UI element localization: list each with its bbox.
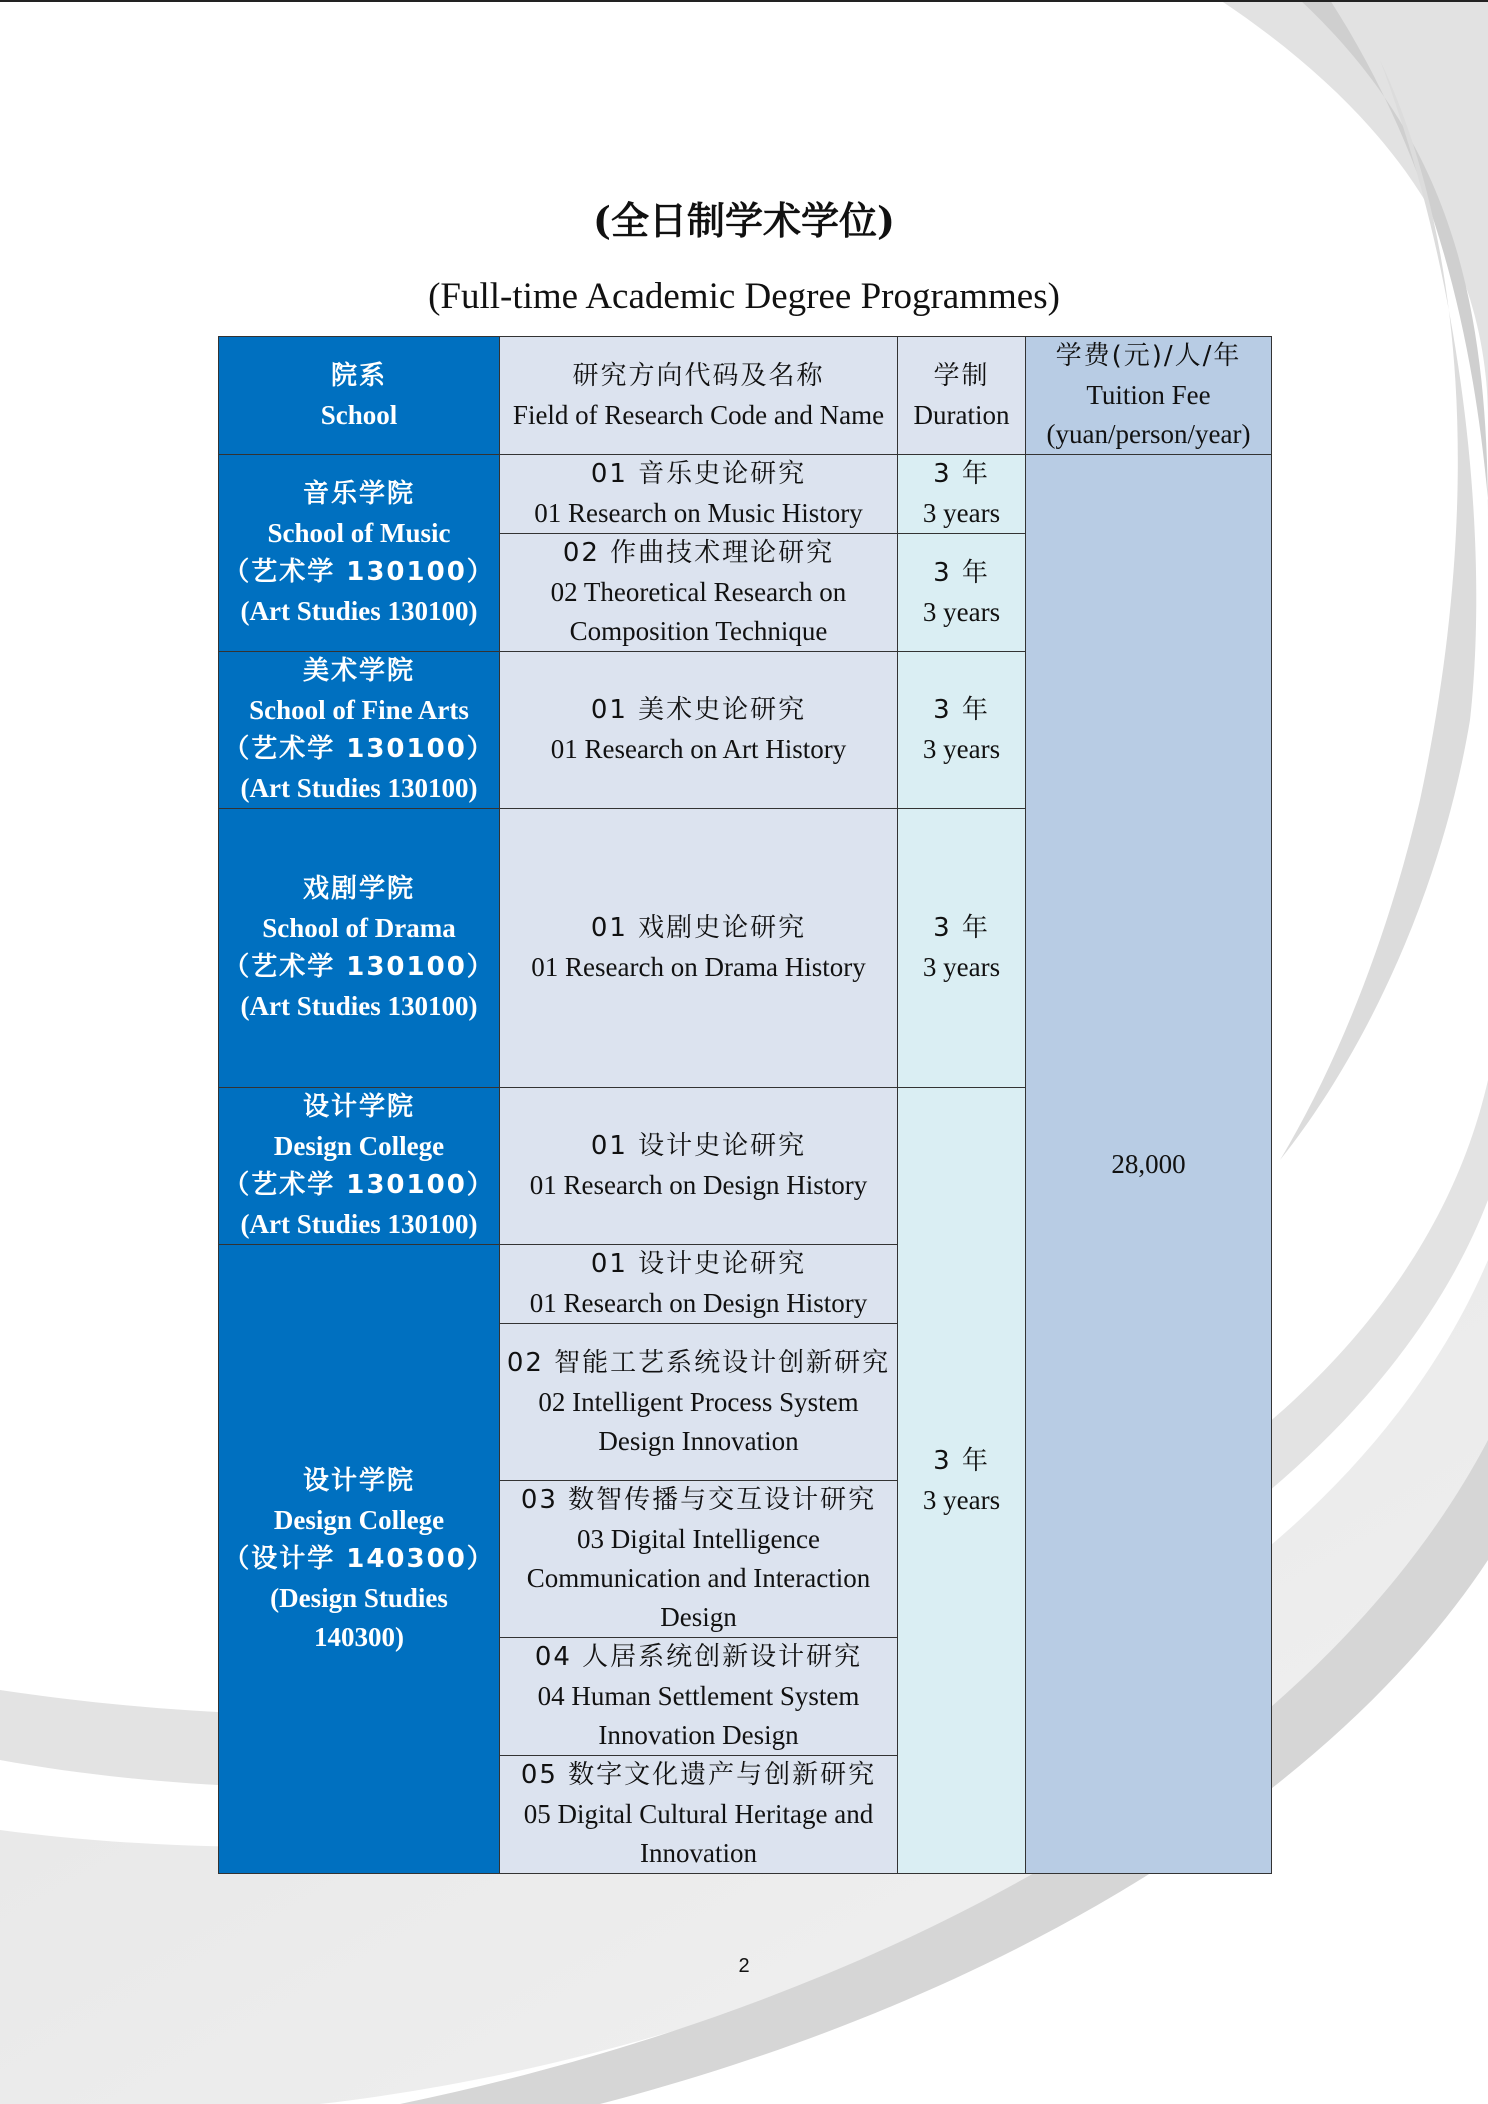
school-name-cn: 设计学院 <box>302 1465 415 1496</box>
field-name-en: 03 Digital Intelligence Communication and Interaction Design <box>526 1524 871 1632</box>
duration-en: 3 years <box>922 1484 1001 1515</box>
school-code-en-2: 140300) <box>314 1621 404 1652</box>
field-name-cn: 01 戏剧史论研究 <box>590 913 807 943</box>
school-cell-fine-arts <box>219 652 500 809</box>
header-school-en: School <box>320 399 398 430</box>
header-school <box>219 337 500 455</box>
header-fee-en-1: Tuition Fee <box>1086 380 1211 410</box>
field-cell <box>500 809 898 1088</box>
field-name-en: 05 Digital Cultural Heritage and Innovation <box>523 1799 874 1868</box>
duration-cn: 3 年 <box>933 557 990 588</box>
page-number: 2 <box>738 1955 750 1977</box>
field-name-en: 01 Research on Design History <box>529 1170 868 1200</box>
school-code-cn: （艺术学 130100） <box>223 734 495 764</box>
header-duration <box>898 337 1026 455</box>
duration-cell <box>898 534 1026 652</box>
school-code-en: (Art Studies 130100) <box>240 1209 478 1239</box>
duration-cell <box>898 455 1026 534</box>
field-name-en: 01 Research on Design History <box>529 1288 868 1318</box>
duration-cell <box>898 809 1026 1088</box>
field-name-cn: 04 人居系统创新设计研究 <box>534 1642 863 1672</box>
header-fee <box>1026 337 1272 455</box>
title-english: (Full-time Academic Degree Programmes) <box>428 276 1060 317</box>
school-cell-design-studies <box>219 1245 500 1874</box>
school-name-cn: 戏剧学院 <box>302 874 415 904</box>
header-duration-cn: 学制 <box>933 360 990 391</box>
duration-cell <box>898 1088 1026 1874</box>
field-name-en: 01 Research on Drama History <box>531 952 866 982</box>
school-cell-music <box>219 455 500 652</box>
duration-cn: 3 年 <box>933 913 990 943</box>
header-field <box>500 337 898 455</box>
field-name-en: 01 Research on Art History <box>550 734 847 764</box>
table-row <box>219 455 1272 534</box>
field-name-cn: 02 智能工艺系统设计创新研究 <box>506 1347 891 1378</box>
school-code-en: (Art Studies 130100) <box>240 596 478 626</box>
field-name-cn: 01 音乐史论研究 <box>590 459 807 489</box>
duration-cell <box>898 652 1026 809</box>
school-name-cn: 设计学院 <box>302 1092 415 1122</box>
table-header-row <box>219 337 1272 455</box>
duration-en: 3 years <box>922 734 1001 764</box>
field-name-cn: 01 设计史论研究 <box>590 1131 807 1161</box>
school-cell-design-art <box>219 1088 500 1245</box>
field-cell <box>500 1481 898 1638</box>
school-code-cn: （艺术学 130100） <box>223 557 495 587</box>
school-name-en: Design College <box>273 1131 445 1161</box>
field-cell <box>500 1324 898 1481</box>
duration-cn: 3 年 <box>933 1445 990 1476</box>
field-cell <box>500 1088 898 1245</box>
school-code-cn: （艺术学 130100） <box>223 1170 495 1200</box>
field-name-en: 01 Research on Music History <box>534 498 863 528</box>
school-name-en: School of Drama <box>262 913 456 943</box>
school-name-cn: 美术学院 <box>302 656 415 686</box>
field-cell <box>500 455 898 534</box>
school-code-en: (Design Studies <box>270 1582 448 1613</box>
field-name-cn: 03 数智传播与交互设计研究 <box>520 1485 877 1515</box>
school-code-en: (Art Studies 130100) <box>240 991 478 1021</box>
school-code-cn: （设计学 140300） <box>223 1543 495 1574</box>
duration-en: 3 years <box>922 596 1001 627</box>
programme-table <box>218 336 1272 1874</box>
header-field-cn: 研究方向代码及名称 <box>572 360 825 391</box>
field-cell <box>500 1638 898 1756</box>
duration-cn: 3 年 <box>933 459 990 489</box>
top-border-line <box>0 0 1488 2</box>
field-cell <box>500 1756 898 1874</box>
field-name-cn: 05 数字文化遗产与创新研究 <box>520 1760 877 1790</box>
duration-en: 3 years <box>922 498 1001 528</box>
school-name-en: Design College <box>273 1504 445 1535</box>
field-cell <box>500 1245 898 1324</box>
field-name-cn: 01 设计史论研究 <box>590 1249 807 1279</box>
header-field-en: Field of Research Code and Name <box>512 399 885 430</box>
header-duration-en: Duration <box>913 399 1010 430</box>
fee-value: 28,000 <box>1111 1148 1186 1179</box>
header-school-cn: 院系 <box>330 360 387 391</box>
field-name-en: 02 Intelligent Process System Design Innovation <box>538 1386 859 1456</box>
school-name-en: School of Music <box>267 518 451 548</box>
header-fee-cn: 学费(元)/人/年 <box>1055 341 1242 371</box>
field-cell <box>500 652 898 809</box>
header-fee-en-2: (yuan/person/year) <box>1046 419 1251 449</box>
field-cell <box>500 534 898 652</box>
school-name-cn: 音乐学院 <box>302 479 415 509</box>
fee-cell <box>1026 455 1272 1874</box>
school-cell-drama <box>219 809 500 1088</box>
school-code-cn: （艺术学 130100） <box>223 952 495 982</box>
field-name-cn: 01 美术史论研究 <box>590 695 807 725</box>
duration-cn: 3 年 <box>933 695 990 725</box>
field-name-cn: 02 作曲技术理论研究 <box>562 538 835 568</box>
duration-en: 3 years <box>922 952 1001 982</box>
field-name-en: 04 Human Settlement System Innovation Design <box>537 1681 860 1750</box>
school-code-en: (Art Studies 130100) <box>240 773 478 803</box>
field-name-en: 02 Theoretical Research on Composition Technique <box>550 577 847 646</box>
school-name-en: School of Fine Arts <box>249 695 469 725</box>
title-chinese: (全日制学术学位) <box>593 198 895 243</box>
